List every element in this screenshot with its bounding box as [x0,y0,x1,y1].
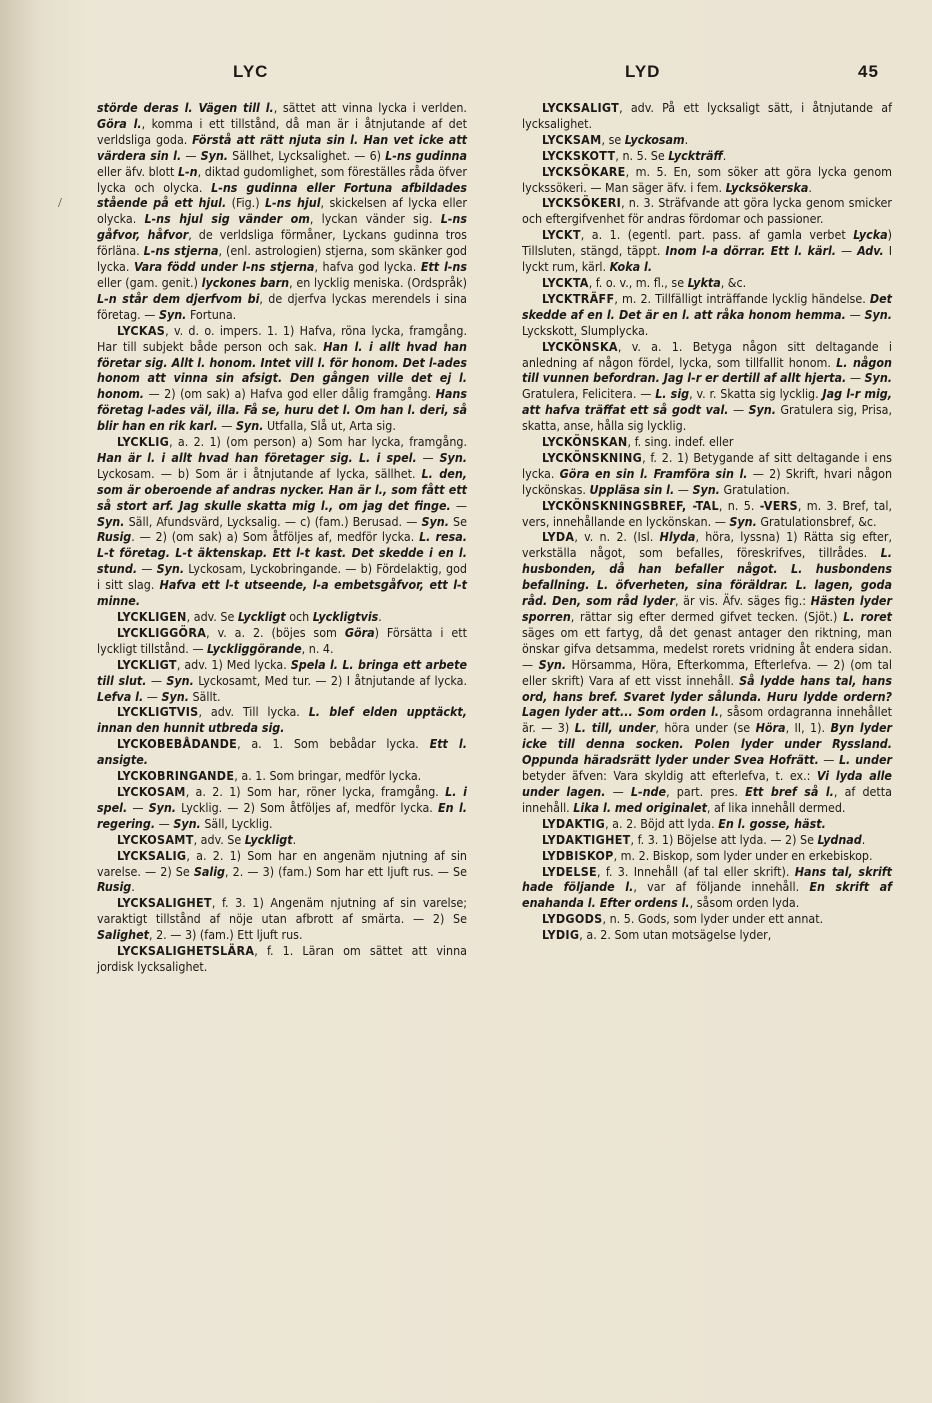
definition-text: , a. 2. 1) (om person) a) Som har lycka, framgång. [169,434,467,450]
definition-text: , de djerfva lyckas merendels i sina företag. — [97,290,468,322]
dictionary-entry [522,848,892,864]
example-text: Lyckträff [668,147,723,163]
dictionary-entry [97,609,467,625]
definition-text: Gratulation. [719,481,790,497]
example-text: L-n står dem djerfvom bi [97,290,260,306]
definition-text: Lyckosam, Lyckobringande. — b) Fördelaktig, god i sitt slag. [97,561,467,593]
example-text: Syn. [173,815,201,831]
example-text: L-ns gudinna [385,147,467,163]
dictionary-entry [522,164,892,196]
example-text: En l. gosse, häst. [718,815,826,831]
dictionary-entry [522,339,892,434]
example-text: Hästen lyder sporren [522,593,892,624]
definition-text: — [181,147,201,163]
definition-text: , af detta innehåll. [522,783,892,815]
example-text: Uppläsa sin l. [589,481,675,497]
headword: LYCKTRÄFF [542,290,615,306]
example-text: Syn. [235,418,264,434]
example-text: L. husbonden, då han befaller något. L. husbondens befallning. L. öfverheten, sina föräldrar. L. lagen, goda råd. Den, som råd lyder [522,545,892,609]
definition-text: Se [448,513,467,529]
definition-text: Lyckskott, Slumplycka. [522,322,649,338]
definition-text: Lycklig. — 2) Som åtföljes af, medför lycka. [176,799,438,815]
definition-text: , a. 1. Som bringar, medför lycka. [234,768,422,784]
definition-text: Gratulera sig, Prisa, skatta, anse, hålla sig lycklig. [522,402,892,434]
example-text: Spela l. L. bringa ett arbete till slut. [97,656,468,688]
definition-text: I lyckt rum, kärl. [522,243,893,275]
example-text: L-ns hjul [264,195,321,211]
example-text: Koka l. [609,259,653,275]
example-text: L. i spel. [97,783,467,815]
left-column [97,100,467,975]
definition-text: — [846,370,865,386]
definition-text: , f. sing. indef. eller [627,434,734,450]
definition-text: , n. 5. [718,497,760,513]
definition-text: betyder äfven: Vara skyldig att efterlefva, t. ex.: [522,768,817,784]
definition-text: , n. 5. Gods, som lyder under ett annat. [602,911,824,927]
dictionary-entry [522,100,892,132]
example-text: Byn lyder icke till denna socken. Polen lyder under Ryssland. Oppunda häradsrätt lyder under Svea Hofrätt. [522,720,893,768]
definition-text: , rättar sig efter dermed gifvet tecken. (Sjöt.) [570,609,844,624]
example-text: L. under [838,752,893,768]
headword: -VERS [759,497,798,513]
definition-text: säges om ett fartyg, då det genast antager den riktning, man önskar gifva detsamma, medelst rorets vridning åt endera sidan. — [522,624,892,672]
definition-text: — [146,672,167,688]
definition-text: . [684,131,689,147]
example-text: Hlyda [659,529,696,545]
headword: LYCKLIG [117,434,170,450]
definition-text: Gratulera, Felicitera. — [522,386,656,402]
definition-text: , m. 5. En, som söker att göra lycka genom lyckssökeri. — Man säger äfv. i fem. [522,163,892,195]
example-text: L-ns stjerna [143,243,219,259]
example-text: Förstå att rätt njuta sin l. Han vet icke att värdera sin l. [97,131,467,163]
definition-text: — [836,243,858,259]
headword: LYDAKTIGHET [542,831,631,847]
example-text: Salig [193,863,226,879]
definition-text: Sällhet, Lycksalighet. — 6) [228,147,386,163]
definition-text: , en lycklig meniska. (Ordspråk) [289,274,467,290]
definition-text: , a. 2. 1) Som har en angenäm njutning af sin varelse. — 2) Se [97,847,467,879]
definition-text: — [728,402,749,418]
example-text: Så lydde hans tal, hans ord, hans bref. Svaret lyder sålunda. Huru lydde ordern? Lagen lyder att... Som orden l. [522,672,892,720]
example-text: Lydnad [817,831,862,847]
definition-text: , a. 2. Böjd att lyda. [605,815,719,831]
definition-text: eller äfv. blott [97,163,178,179]
definition-text: , adv. På ett lycksaligt sätt, i åtnjutande af lycksalighet. [522,100,892,131]
dictionary-entry [522,275,892,291]
definition-text: — [155,815,174,831]
definition-text: Säll, Afundsvärd, Lycksalig. — c) (fam.) Berusad. — [124,513,422,529]
headword: LYCKSALIGHETSLÄRA [117,943,255,959]
example-text: Syn. [729,513,757,529]
example-text: Det skedde af en l. Det är en l. att råka honom hemma. [522,290,892,322]
example-text: Syn. [158,306,187,322]
margin-mark: / [58,196,62,211]
example-text: Lefva l. [97,688,144,704]
definition-text: , v. d. o. impers. 1. 1) Hafva, röna lycka, framgång. Har till subjekt både person och sak. [97,322,467,354]
headword: LYCKOBEBÅDANDE [117,736,238,752]
example-text: Göra en sin l. Framföra sin l. [559,465,748,481]
dictionary-entry [97,736,467,768]
definition-text: och [285,609,313,624]
text-columns [97,100,892,975]
definition-text: Hörsamma, Höra, Efterkomma, Efterlefva. — 2) (om tal eller skrift) Vara af ett visst innehåll. [522,656,892,688]
definition-text: , m. 2. Tillfälligt inträffande lycklig händelse. [614,290,870,306]
headword: LYCKSALIGT [542,100,620,115]
example-text: Rusig [97,879,132,895]
dictionary-entry [97,784,467,832]
example-text: Adv. [857,243,884,259]
example-text: Salighet [97,927,149,943]
definition-text: , a. 1. (egentl. part. pass. af gamla verbet [580,227,854,243]
headword: LYCKLIGT [117,656,177,672]
example-text: L. blef elden upptäckt, innan den hunnit utbreda sig. [97,704,467,736]
example-text: Vi lyda alle under lagen. [522,768,892,799]
headword: LYCKSALIGHET [117,895,212,911]
example-text: Lyckosam [624,131,685,147]
example-text: Syn. [97,513,125,529]
definition-text: , v. a. 1. Betyga någon sitt deltagande i anledning af någon fördel, lycka, som tillfallit honom. [522,338,892,370]
dictionary-entry [97,323,467,434]
example-text: Syn. [161,688,189,704]
headword: LYCKOSAMT [117,831,194,847]
dictionary-entry [97,895,467,943]
definition-text: , adv. Se [193,831,245,847]
definition-text: , v. r. Skatta sig lycklig. [689,386,823,402]
definition-text: , m. 3. Bref, tal, vers, innehållande en lyckönskan. — [522,497,892,529]
example-text: Syn. [748,402,776,418]
example-text: Jag l-r mig, att hafva träffat ett så godt val. [522,386,893,418]
definition-text: Sällt. [188,688,221,704]
example-text: Syn. [439,449,467,465]
headword: LYCKSKOTT [542,147,616,163]
headword: LYCKLIGEN [117,609,187,624]
dictionary-entry [97,704,467,736]
dictionary-entry [522,132,892,148]
definition-text: — [605,783,631,799]
headword: LYCKOSAM [117,783,186,799]
definition-text: , part. pres. [666,783,746,799]
definition-text: , n. 5. Se [615,147,669,163]
definition-text: , såsom ordagranna innehållet är. — 3) [522,704,892,736]
example-text: Ett l. ansigte. [97,736,467,768]
headword: LYDGODS [542,911,603,927]
running-head-left: LYC [233,62,269,81]
definition-text: , adv. 1) Med lycka. [176,656,291,672]
definition-text: , f. 3. Innehåll (af tal eller skrift). [596,863,795,879]
definition-text: (Fig.) [226,195,265,211]
headword: LYDIG [542,927,580,943]
dictionary-entry [522,927,892,943]
definition-text: , höra under (se [655,720,756,736]
example-text: L-nde [630,783,667,799]
dictionary-entry [97,848,467,896]
example-text: Lika l. med originalet [573,799,707,815]
definition-text: , de verldsliga förmåner, Lyckans gudinna tros förläna. [97,227,467,259]
dictionary-entry [522,832,892,848]
dictionary-entry [522,148,892,164]
definition-text: Lyckosamt, Med tur. — 2) I åtnjutande af lycka. [193,672,467,688]
example-text: Han är l. i allt hvad han företager sig. L. i spel. [97,449,417,465]
example-text: Lycka [853,227,888,243]
dictionary-entry [97,768,467,784]
definition-text: — [845,306,865,322]
dictionary-entry [522,195,892,227]
headword: LYCKSÖKARE [542,163,626,179]
definition-text: , m. 2. Biskop, som lyder under en erkebiskop. [613,847,873,863]
definition-text: , höra, lyssna) 1) Rätta sig efter, verkställa något, som befalles, föreskrifves, tillrådes. [522,529,892,561]
example-text: Syn. [156,561,185,577]
definition-text: , lyckan vänder sig. [309,211,441,227]
example-text: störde deras l. Vägen till l. [97,100,274,115]
running-head [0,62,932,86]
headword: LYCKÖNSKNINGSBREF, -TAL [542,497,719,513]
example-text: Syn. [692,481,720,497]
dictionary-entry [522,450,892,498]
definition-text: Säll, Lycklig. [200,815,273,831]
definition-text: , komma i ett tillstånd, då man är i åtnjutande af det verldsliga goda. [97,115,467,147]
definition-text: Gratulationsbref, &c. [756,513,877,529]
dictionary-entry [522,498,892,530]
definition-text: — [143,688,162,704]
definition-text: — 2) (om sak) a) Hafva god eller dålig framgång. [144,386,436,402]
example-text: L-ns gåfvor, håfvor [97,211,468,243]
definition-text: , a. 1. Som bebådar lycka. [237,736,430,752]
dictionary-entry [522,434,892,450]
example-text: L. sig [655,386,690,402]
definition-text: . [722,147,727,163]
example-text: L. den, som är oberoende af andras nycker. Han är l., som fått ett så stort arf. Jag skulle skatta mig l., om jag det finge. [97,465,467,513]
example-text: L. roret [843,609,892,624]
definition-text: , se [601,131,625,147]
definition-text: — [818,752,839,768]
definition-text: , hafva god lycka. [314,259,421,275]
definition-text: . [131,879,135,895]
example-text: Syn. [864,370,892,386]
definition-text: Utfalla, Slå ut, Arta sig. [263,418,396,434]
headword: LYCKSALIG [117,847,187,863]
example-text: Rusig [97,529,132,545]
headword: LYCKÖNSKA [542,338,618,354]
definition-text: , sättet att vinna lycka i verlden. [273,100,467,115]
definition-text: , (enl. astrologien) stjerna, som skänker god lycka. [97,243,467,275]
example-text: Inom l-a dörrar. Ett l. kärl. [665,243,837,259]
headword: LYCKTA [542,274,589,290]
example-text: En l. regering. [97,799,467,831]
definition-text: , v. a. 2. (böjes som [206,624,345,640]
dictionary-entry [97,100,467,323]
example-text: Syn. [421,513,449,529]
example-text: Han l. i allt hvad han företar sig. Allt l. honom. Intet vill l. för honom. Det l-ades honom att vinna sin afsigt. Den gången ville det ej l. honom. [97,338,467,402]
headword: LYDA [542,529,575,545]
definition-text: — [217,418,236,434]
example-text: Lykta [687,274,721,290]
definition-text: , 2. — 3) (fam.) Ett ljuft rus. [149,927,303,943]
example-text: Göra [344,624,375,640]
example-text: Lyckliggörande [207,640,302,656]
definition-text: eller (gam. genit.) [97,274,202,290]
example-text: Syn. [166,672,194,688]
definition-text: . [292,831,297,847]
example-text: Höra [755,720,786,736]
definition-text: , f. 3. 1) Böjelse att lyda. — 2) Se [630,831,818,847]
headword: LYCKSÖKERI [542,195,622,211]
example-text: L-n [177,163,198,179]
example-text: L. någon till vunnen befordran. Jag l-r er dertill af allt hjerta. [522,354,892,386]
example-text: L. resa. L-t företag. L-t äktenskap. Ett l-t kast. Det skedde i en l. stund. [97,529,467,577]
definition-text: ) Försätta i ett lyckligt tillstånd. — [97,624,467,656]
definition-text: . [808,179,812,195]
example-text: Hafva ett l-t utseende, l-a embetsgåfvor, ett l-t minne. [97,577,467,609]
dictionary-entry [522,291,892,339]
dictionary-entry [522,227,892,275]
definition-text: — [674,481,693,497]
headword: LYDAKTIG [542,815,606,831]
headword: LYCKLIGGÖRA [117,624,207,640]
dictionary-entry [97,625,467,657]
definition-text: . [378,609,382,624]
example-text: L-ns hjul sig vänder om [144,211,310,227]
example-text: Göra l. [97,115,142,131]
headword: LYCKÖNSKNING [542,449,643,465]
example-text: Ett bref så l. [745,783,834,799]
definition-text: . — 2) (om sak) a) Som åtföljes af, medför lycka. [131,529,420,545]
definition-text: , var af följande innehåll. [633,879,810,895]
page-number: 45 [858,62,879,81]
definition-text: ) Tillsluten, stängd, täppt. [522,227,892,259]
example-text: Syn. [864,306,892,322]
example-text: Lyckligt [244,831,293,847]
headword: LYCKLIGTVIS [117,704,199,720]
dictionary-entry [97,832,467,848]
definition-text: , f. 3. 1) Angenäm njutning af sin varelse; varaktigt tillstånd af nöje utan afbrott af smärta. — 2) Se [97,895,467,927]
example-text: Syn. [538,656,567,672]
definition-text: , f. o. v., m. fl., se [588,274,688,290]
definition-text: , skickelsen af lycka eller olycka. [97,195,467,227]
definition-text: , adv. Till lycka. [198,704,309,720]
dictionary-entry [522,816,892,832]
definition-text: , f. 2. 1) Betygande af sitt deltagande i ens lycka. [522,449,892,481]
example-text: Vara född under l-ns stjerna [133,259,315,275]
definition-text: , a. 2. 1) Som har, röner lycka, framgång. [185,783,446,799]
dictionary-entry [522,911,892,927]
definition-text: , n. 4. [301,640,334,656]
definition-text: Lyckosam. — b) Som är i åtnjutande af lycka, sällhet. [97,465,422,481]
headword: LYCKOBRINGANDE [117,768,235,784]
example-text: Lycksökerska [725,179,809,195]
definition-text: , v. n. 2. (Isl. [574,529,660,545]
headword: LYCKSAM [542,131,602,147]
definition-text: , f. 1. Läran om sättet att vinna jordisk lycksalighet. [97,943,467,974]
definition-text: , är vis. Äfv. säges fig.: [675,593,811,609]
definition-text: — [127,799,149,815]
example-text: Syn. [200,147,229,163]
dictionary-entry [97,657,467,705]
example-text: Syn. [148,799,177,815]
definition-text: , a. 2. Som utan motsägelse lyder, [579,927,772,943]
example-text: L. till, under [574,720,656,736]
example-text: Lyckligtvis [312,609,379,624]
definition-text: , &c. [720,274,747,290]
definition-text: , af lika innehåll dermed. [706,799,846,815]
headword: LYDBISKOP [542,847,614,863]
headword: LYCKÖNSKAN [542,434,628,450]
definition-text: , 2. — 3) (fam.) Som har ett ljuft rus. — Se [225,863,467,879]
example-text: L-ns gudinna eller Fortuna afbildades stående på ett hjul. [97,179,467,211]
definition-text: Fortuna. [186,306,237,322]
example-text: Lyckligt [237,609,286,624]
headword: LYCKAS [117,322,166,338]
example-text: Hans företag l-ades väl, illa. Få se, huru det l. Om han l. deri, så blir han en rik karl. [97,386,467,434]
definition-text: — [137,561,157,577]
definition-text: , diktad gudomlighet, som föreställes råda öfver lycka och olycka. [97,163,467,195]
definition-text: — [450,497,467,513]
running-head-right: LYD [625,62,661,81]
example-text: Hans tal, skrift hade följande l. [522,863,892,895]
definition-text: , såsom orden lyda. [689,895,800,911]
example-text: Ett l-ns [420,259,467,275]
headword: LYDELSE [542,863,597,879]
example-text: lyckones barn [201,274,290,290]
definition-text: . [861,831,866,847]
dictionary-entry [522,864,892,912]
right-column [522,100,892,975]
definition-text: , n. 3. Sträfvande att göra lycka genom smicker och eftergifvenhet för andras fördomar och passioner. [522,195,892,227]
example-text: En skrift af enahanda l. Efter ordens l. [522,879,892,911]
definition-text: , II, 1). [785,720,831,736]
dictionary-entry [522,529,892,815]
dictionary-entry [97,943,467,975]
dictionary-entry [97,434,467,609]
definition-text: — [416,449,440,465]
definition-text: , adv. Se [186,609,238,624]
definition-text: — 2) Skrift, hvari någon lyckönskas. [522,465,893,497]
headword: LYCKT [542,227,581,243]
